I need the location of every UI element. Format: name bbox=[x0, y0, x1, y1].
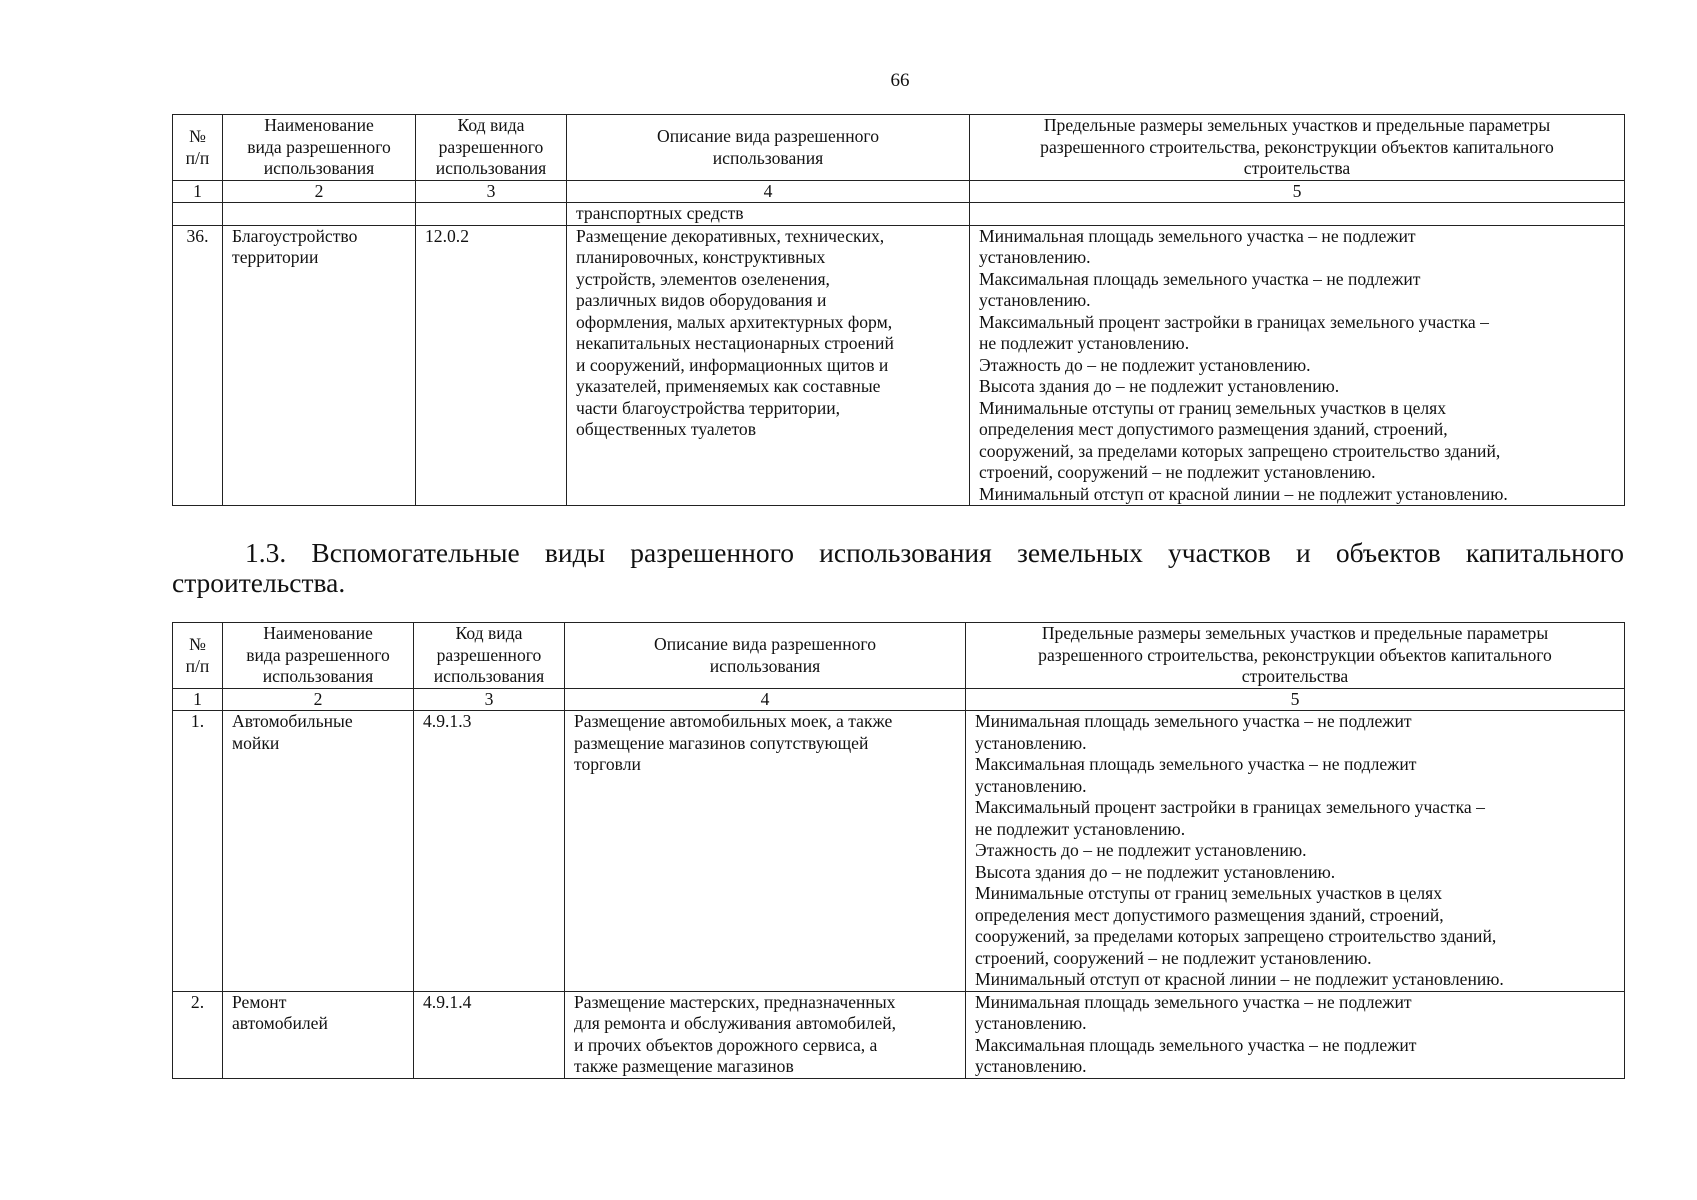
row-code: 12.0.2 bbox=[416, 225, 567, 506]
row-parameters: Минимальная площадь земельного участка – не подлежит установлению. Максимальная площадь земельного участка – не подлежит установлению. Максимальный процент застройки в границах земельного участка – не подлежит установлению. Этажность до – не подлежит установлению. Высота здания до – не подлежит установлению. Минимальные отступы от границ земельных участков в целях определения мест допустимого размещения зданий, строений, сооружений, за пределами которых запрещено строительство зданий, строений, сооружений – не подлежит установлению. Минимальный отступ от красной линии – не подлежит установлению. bbox=[966, 711, 1625, 992]
section-heading: 1.3. Вспомогательные виды разрешенного использования земельных участков и объектов капитального строительства. bbox=[172, 537, 1624, 598]
header-description: Описание вида разрешенного использования bbox=[565, 623, 966, 689]
land-use-table-auxiliary bbox=[172, 622, 1625, 1079]
column-number: 1 bbox=[173, 689, 223, 711]
row-code: 4.9.1.3 bbox=[414, 711, 565, 992]
row-parameters: Минимальная площадь земельного участка – не подлежит установлению. Максимальная площадь земельного участка – не подлежит установлению. bbox=[966, 991, 1625, 1078]
header-code: Код вида разрешенного использования bbox=[414, 623, 565, 689]
header-name: Наименование вида разрешенного использования bbox=[223, 623, 414, 689]
column-number: 2 bbox=[223, 689, 414, 711]
column-number: 1 bbox=[173, 181, 223, 203]
column-number-row bbox=[173, 181, 1625, 203]
table-row bbox=[173, 991, 1625, 1078]
row-code: 4.9.1.4 bbox=[414, 991, 565, 1078]
row-index: 1. bbox=[173, 711, 223, 992]
header-index: № п/п bbox=[173, 623, 223, 689]
row-name: Ремонт автомобилей bbox=[223, 991, 414, 1078]
row-name: Автомобильные мойки bbox=[223, 711, 414, 992]
column-number: 2 bbox=[223, 181, 416, 203]
table-header-row bbox=[173, 623, 1625, 689]
column-number: 5 bbox=[966, 689, 1625, 711]
page-number: 66 bbox=[890, 70, 910, 91]
column-number: 4 bbox=[565, 689, 966, 711]
column-number: 3 bbox=[414, 689, 565, 711]
header-index: № п/п bbox=[173, 115, 223, 181]
column-number: 5 bbox=[970, 181, 1625, 203]
table-row bbox=[173, 711, 1625, 992]
column-number-row bbox=[173, 689, 1625, 711]
column-number: 4 bbox=[567, 181, 970, 203]
row-description: Размещение автомобильных моек, а также размещение магазинов сопутствующей торговли bbox=[565, 711, 966, 992]
row-index: 36. bbox=[173, 225, 223, 506]
row-parameters: Минимальная площадь земельного участка – не подлежит установлению. Максимальная площадь земельного участка – не подлежит установлению. Максимальный процент застройки в границах земельного участка – не подлежит установлению. Этажность до – не подлежит установлению. Высота здания до – не подлежит установлению. Минимальные отступы от границ земельных участков в целях определения мест допустимого размещения зданий, строений, сооружений, за пределами которых запрещено строительство зданий, строений, сооружений – не подлежит установлению. Минимальный отступ от красной линии – не подлежит установлению. bbox=[970, 225, 1625, 506]
header-parameters: Предельные размеры земельных участков и предельные параметры разрешенного строительства, реконструкции объектов капитального строительства bbox=[966, 623, 1625, 689]
row-description: Размещение мастерских, предназначенных для ремонта и обслуживания автомобилей, и прочих объектов дорожного сервиса, а также размещение магазинов bbox=[565, 991, 966, 1078]
header-code: Код вида разрешенного использования bbox=[416, 115, 567, 181]
column-number: 3 bbox=[416, 181, 567, 203]
table-row bbox=[173, 225, 1625, 506]
table-row-continuation bbox=[173, 203, 1625, 226]
table-header-row bbox=[173, 115, 1625, 181]
carry-over-text: транспортных средств bbox=[567, 203, 970, 226]
header-parameters: Предельные размеры земельных участков и предельные параметры разрешенного строительства, реконструкции объектов капитального строительства bbox=[970, 115, 1625, 181]
row-index: 2. bbox=[173, 991, 223, 1078]
header-description: Описание вида разрешенного использования bbox=[567, 115, 970, 181]
row-name: Благоустройство территории bbox=[223, 225, 416, 506]
land-use-table-main bbox=[172, 114, 1625, 506]
header-name: Наименование вида разрешенного использования bbox=[223, 115, 416, 181]
row-description: Размещение декоративных, технических, планировочных, конструктивных устройств, элементов озеленения, различных видов оборудования и оформления, малых архитектурных форм, некапитальных нестационарных строений и сооружений, информационных щитов и указателей, применяемых как составные части благоустройства территории, общественных туалетов bbox=[567, 225, 970, 506]
